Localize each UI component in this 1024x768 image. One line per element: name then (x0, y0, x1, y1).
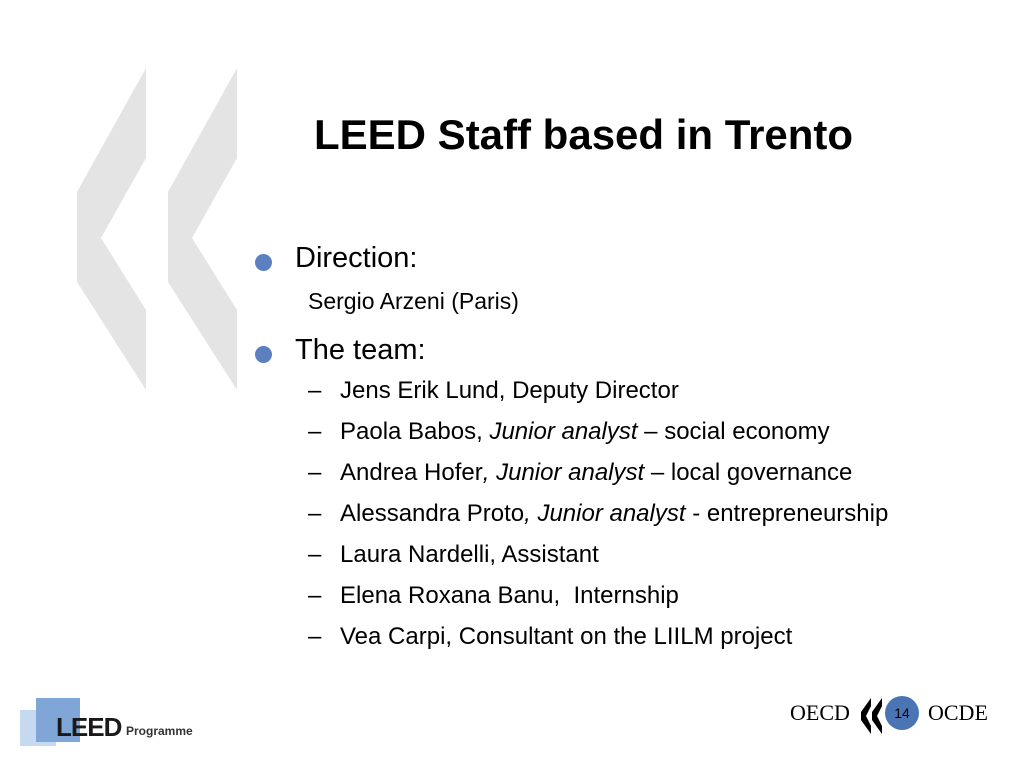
slide-title: LEED Staff based in Trento (314, 111, 854, 158)
team-member-2 (308, 417, 830, 447)
bullet-team-label: The team: (295, 333, 426, 366)
bullet-direction (255, 238, 418, 278)
bullet-team (255, 330, 426, 370)
dash-marker: – (308, 377, 322, 404)
team-member-4 (308, 499, 888, 529)
dash-marker: – (308, 582, 322, 609)
member-separator: , (482, 459, 497, 486)
member-text: Elena Roxana Banu, Internship (340, 582, 679, 609)
team-member-3 (308, 458, 852, 488)
bullet-direction-label: Direction: (295, 241, 418, 274)
member-text: Vea Carpi, Consultant on the LIILM project (340, 623, 793, 650)
team-member-5 (308, 540, 599, 570)
member-area: – local governance (644, 459, 853, 486)
bullet-dot-icon (255, 346, 272, 363)
member-separator: , (524, 500, 538, 527)
member-role: Junior analyst (537, 500, 686, 527)
ocde-label: OCDE (928, 700, 988, 725)
oecd-small-chevrons-icon (858, 696, 886, 736)
member-text: Laura Nardelli, Assistant (340, 541, 599, 568)
team-member-7 (308, 622, 792, 652)
member-name: Andrea Hofer (340, 459, 483, 486)
member-name: Alessandra Proto (340, 500, 525, 527)
dash-marker: – (308, 459, 322, 486)
oecd-chevrons-icon (60, 60, 240, 395)
oecd-label: OECD (790, 700, 850, 725)
member-role: Junior analyst (496, 459, 645, 486)
member-area: - entrepreneurship (685, 500, 889, 527)
member-text: Jens Erik Lund, Deputy Director (340, 377, 679, 404)
bullet-dot-icon (255, 254, 272, 271)
dash-marker: – (308, 418, 322, 445)
direction-person: Sergio Arzeni (Paris) (308, 288, 519, 314)
dash-marker: – (308, 500, 322, 527)
member-name: Paola Babos, (340, 418, 490, 445)
team-member-6 (308, 581, 679, 611)
member-area: – social economy (637, 418, 830, 445)
member-role: Junior analyst (489, 418, 638, 445)
logo-word: LEED (56, 712, 122, 742)
dash-marker: – (308, 541, 322, 568)
page-number-badge: 14 (885, 696, 919, 730)
team-member-1 (308, 376, 679, 406)
leed-programme-logo (20, 694, 220, 754)
logo-subword: Programme (126, 724, 193, 738)
dash-marker: – (308, 623, 322, 650)
